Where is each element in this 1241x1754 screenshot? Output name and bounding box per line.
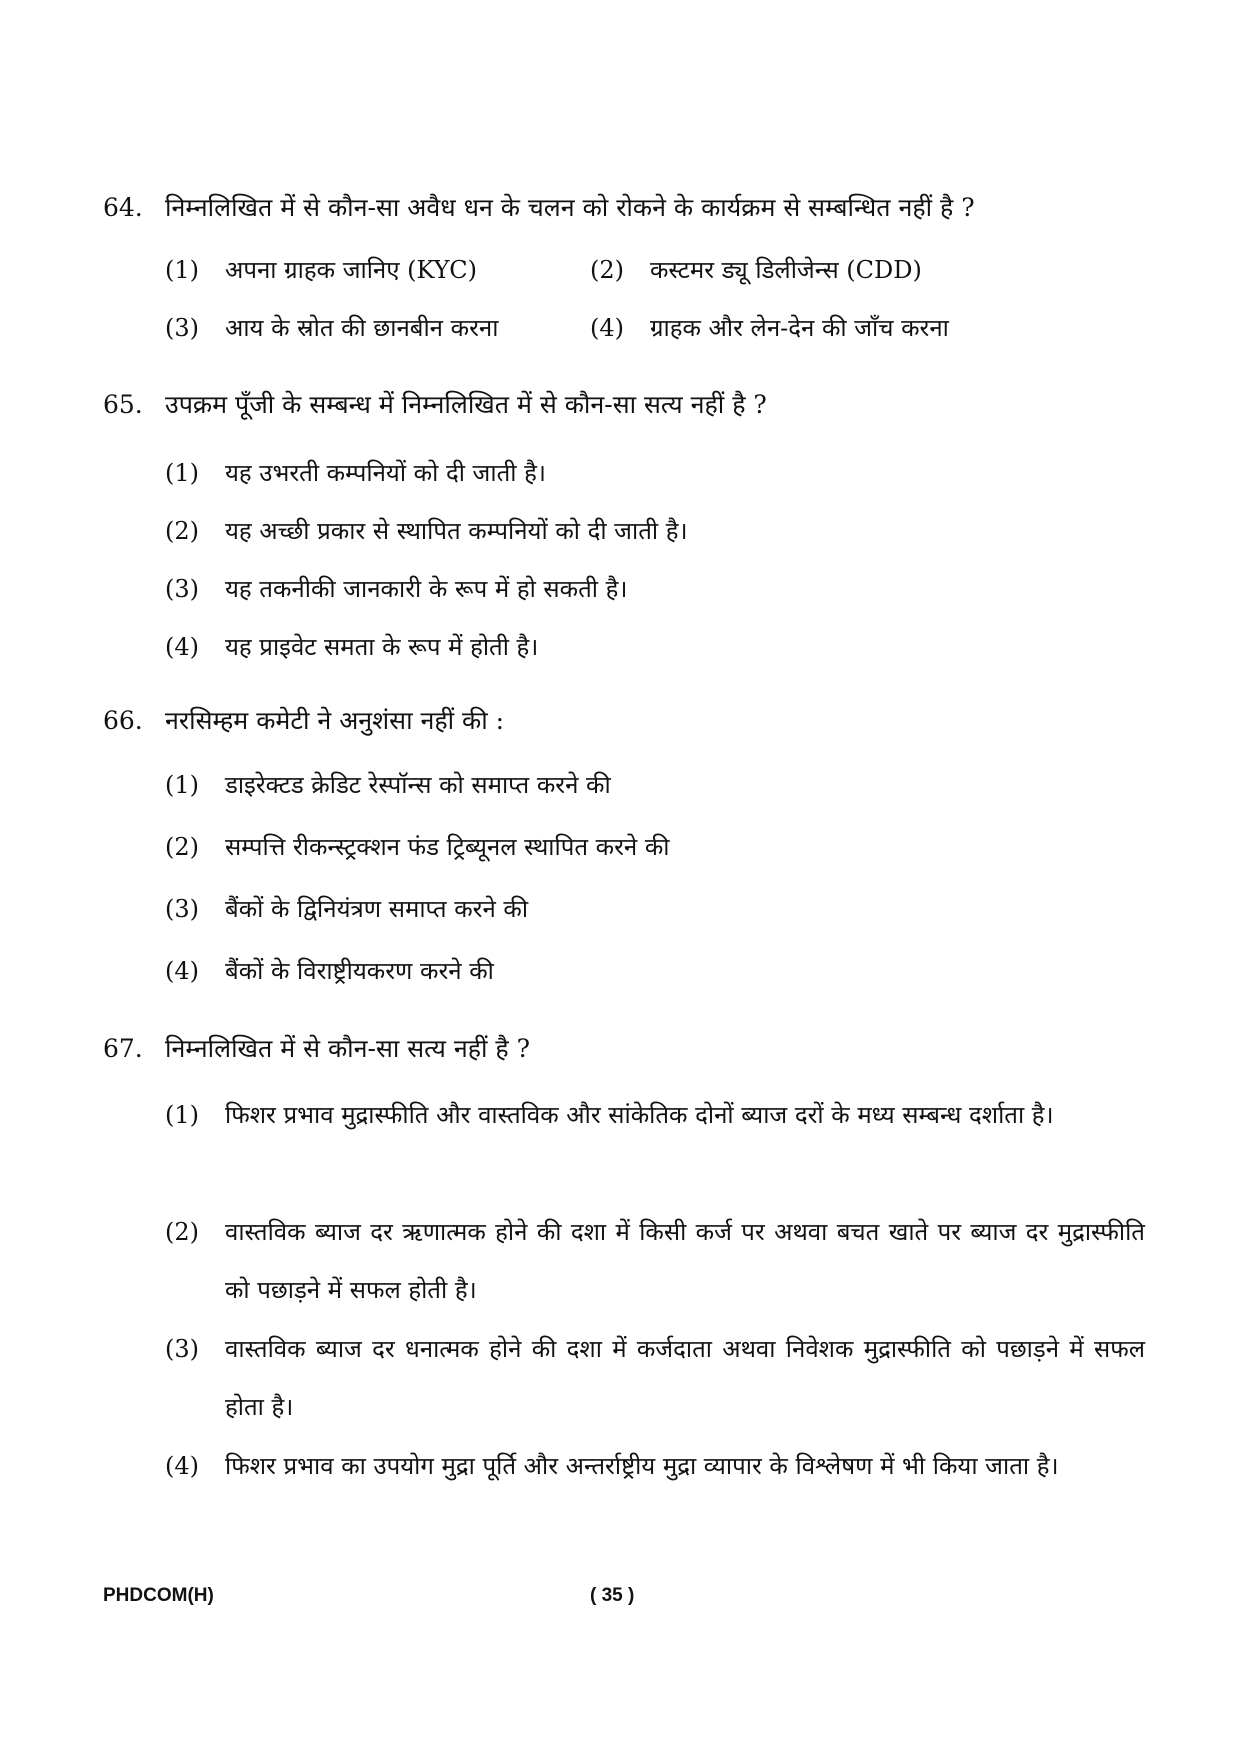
question-text: नरसिम्हम कमेटी ने अनुशंसा नहीं की : — [165, 706, 505, 735]
question-text: उपक्रम पूँजी के सम्बन्ध में निम्नलिखित में से कौन-सा सत्य नहीं है ? — [165, 390, 767, 419]
option-text: वास्तविक ब्याज दर धनात्मक होने की दशा में कर्जदाता अथवा निवेशक मुद्रास्फीति को पछाड़ने में सफल होता है। — [225, 1335, 1145, 1421]
option-text: फिशर प्रभाव मुद्रास्फीति और वास्तविक और सांकेतिक दोनों ब्याज दरों के मध्य सम्बन्ध दर्शाता है। — [225, 1101, 1054, 1129]
option-text: अपना ग्राहक जानिए (KYC) — [225, 256, 477, 284]
option-number: (4) — [165, 957, 199, 985]
option-text: ग्राहक और लेन-देन की जाँच करना — [650, 314, 949, 342]
option-number: (3) — [165, 895, 199, 923]
option-number: (2) — [590, 256, 624, 284]
question-number: 66. — [103, 706, 143, 735]
option-number: (3) — [165, 314, 199, 342]
option-text: वास्तविक ब्याज दर ऋणात्मक होने की दशा में किसी कर्ज पर अथवा बचत खाते पर ब्याज दर मुद्रास्फीति को पछाड़ने में सफल होती है। — [225, 1218, 1145, 1304]
option-text: यह उभरती कम्पनियों को दी जाती है। — [225, 459, 546, 487]
option-text: सम्पत्ति रीकन्स्ट्रक्शन फंड ट्रिब्यूनल स्थापित करने की — [225, 833, 670, 861]
option-number: (4) — [165, 1452, 199, 1480]
option-number: (2) — [165, 1218, 199, 1246]
paper-code: PHDCOM(H) — [103, 1585, 214, 1606]
question-text: निम्नलिखित में से कौन-सा अवैध धन के चलन को रोकने के कार्यक्रम से सम्बन्धित नहीं है ? — [165, 193, 975, 222]
option-text: आय के स्रोत की छानबीन करना — [225, 314, 499, 342]
option-number: (1) — [165, 459, 199, 487]
option-text: फिशर प्रभाव का उपयोग मुद्रा पूर्ति और अन्तर्राष्ट्रीय मुद्रा व्यापार के विश्लेषण में भी किया जाता है। — [225, 1452, 1059, 1480]
option-text: यह तकनीकी जानकारी के रूप में हो सकती है। — [225, 575, 628, 603]
option-text: बैंकों के विराष्ट्रीयकरण करने की — [225, 957, 494, 985]
question-number: 65. — [103, 390, 143, 419]
option-number: (1) — [165, 771, 199, 799]
option-number: (2) — [165, 833, 199, 861]
option-number: (3) — [165, 575, 199, 603]
option-number: (2) — [165, 517, 199, 545]
option-number: (1) — [165, 256, 199, 284]
question-text: निम्नलिखित में से कौन-सा सत्य नहीं है ? — [165, 1034, 531, 1063]
option-text: यह अच्छी प्रकार से स्थापित कम्पनियों को दी जाती है। — [225, 517, 688, 545]
option-number: (4) — [165, 633, 199, 661]
option-number: (1) — [165, 1101, 199, 1129]
page-number: ( 35 ) — [590, 1585, 635, 1606]
option-number: (3) — [165, 1335, 199, 1363]
option-text: बैंकों के द्विनियंत्रण समाप्त करने की — [225, 895, 529, 923]
option-text: कस्टमर ड्यू डिलीजेन्स (CDD) — [650, 256, 922, 284]
question-number: 67. — [103, 1034, 143, 1063]
option-text: यह प्राइवेट समता के रूप में होती है। — [225, 633, 539, 661]
option-text: डाइरेक्टड क्रेडिट रेस्पॉन्स को समाप्त करने की — [225, 771, 611, 799]
question-number: 64. — [103, 193, 143, 222]
option-number: (4) — [590, 314, 624, 342]
